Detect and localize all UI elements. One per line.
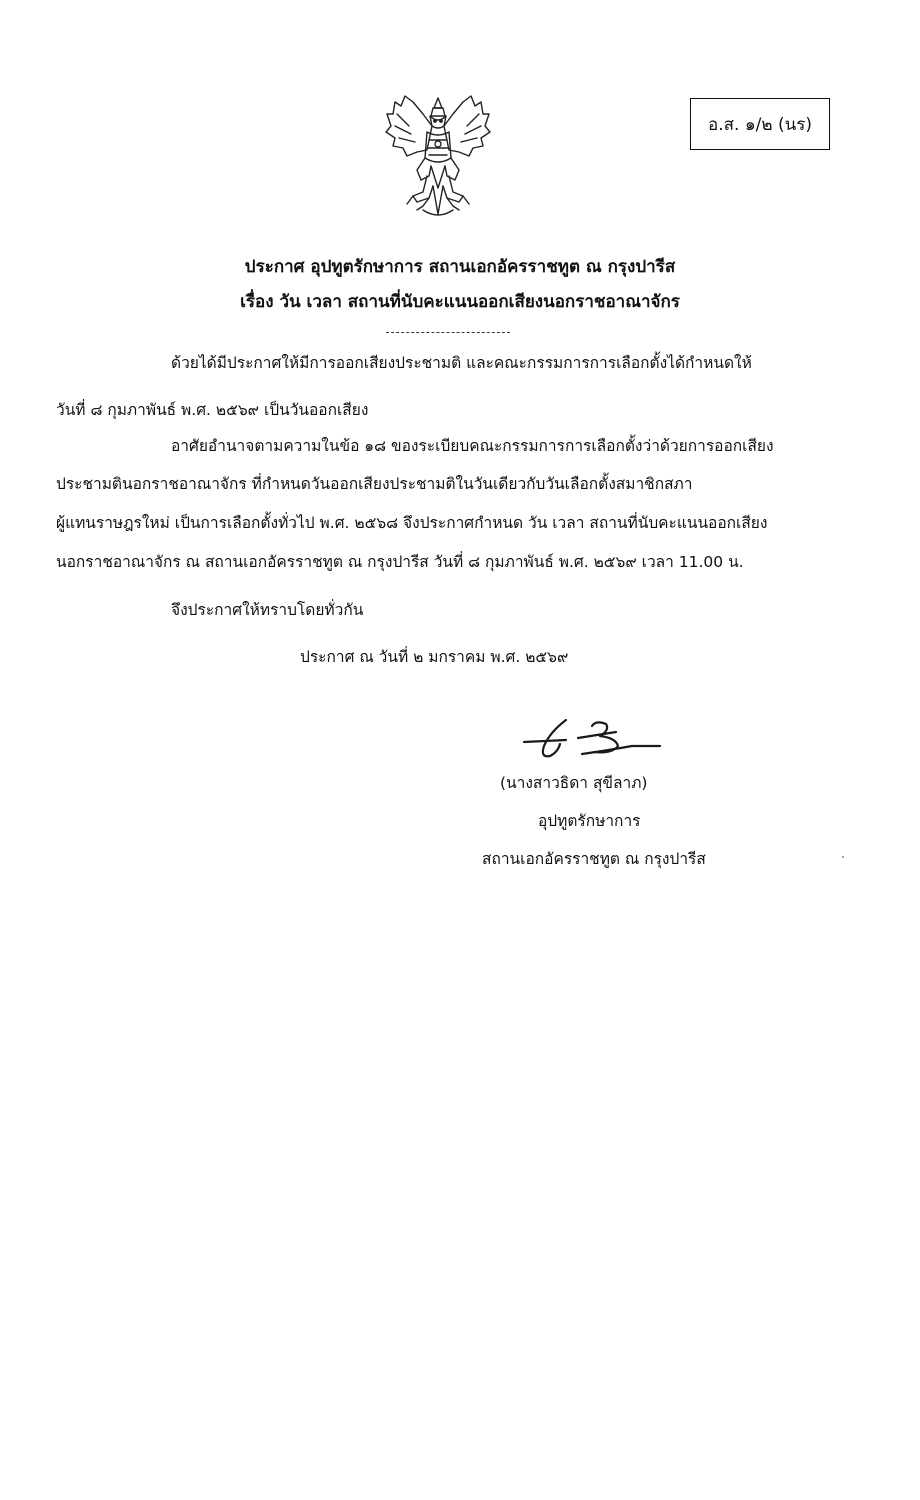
paragraph2-line4: นอกราชอาณาจักร ณ สถานเอกอัครราชทูต ณ กรุงปารีส วันที่ ๘ กุมภาพันธ์ พ.ศ. ๒๕๖๙ เวลา 11.00 น. [56, 553, 744, 571]
signatory-organization: สถานเอกอัครราชทูต ณ กรุงปารีส [482, 850, 706, 868]
paragraph2-line2: ประชามตินอกราชอาณาจักร ที่กำหนดวันออกเสียงประชามติในวันเดียวกับวันเลือกตั้งสมาชิกสภา [56, 475, 693, 493]
announcement-subject: เรื่อง วัน เวลา สถานที่นับคะแนนออกเสียงนอกราชอาณาจักร [240, 292, 680, 312]
garuda-emblem-icon [383, 92, 493, 224]
title-separator [386, 332, 510, 333]
signature-icon [520, 712, 670, 772]
scan-speck [842, 856, 844, 858]
paragraph1-line2: วันที่ ๘ กุมภาพันธ์ พ.ศ. ๒๕๖๙ เป็นวันออกเสียง [56, 401, 369, 419]
form-code-text: อ.ส. ๑/๒ (นร) [708, 114, 812, 135]
paragraph2-line3: ผู้แทนราษฎรใหม่ เป็นการเลือกตั้งทั่วไป พ.ศ. ๒๕๖๘ จึงประกาศกำหนด วัน เวลา สถานที่นับคะแนนออกเสียง [56, 514, 768, 532]
closing-line: จึงประกาศให้ทราบโดยทั่วกัน [171, 601, 364, 619]
announcement-date: ประกาศ ณ วันที่ ๒ มกราคม พ.ศ. ๒๕๖๙ [300, 648, 569, 666]
form-code-box [690, 98, 830, 150]
paragraph1-line1: ด้วยได้มีประกาศให้มีการออกเสียงประชามติ และคณะกรรมการการเลือกตั้งได้กำหนดให้ [171, 354, 752, 372]
announcement-title: ประกาศ อุปทูตรักษาการ สถานเอกอัครราชทูต ณ กรุงปารีส [244, 257, 676, 277]
signatory-position: อุปทูตรักษาการ [538, 812, 641, 830]
paragraph2-line1: อาศัยอำนาจตามความในข้อ ๑๘ ของระเบียบคณะกรรมการการเลือกตั้งว่าด้วยการออกเสียง [171, 437, 774, 455]
signatory-name: (นางสาวธิดา สุขีลาภ) [500, 774, 648, 792]
